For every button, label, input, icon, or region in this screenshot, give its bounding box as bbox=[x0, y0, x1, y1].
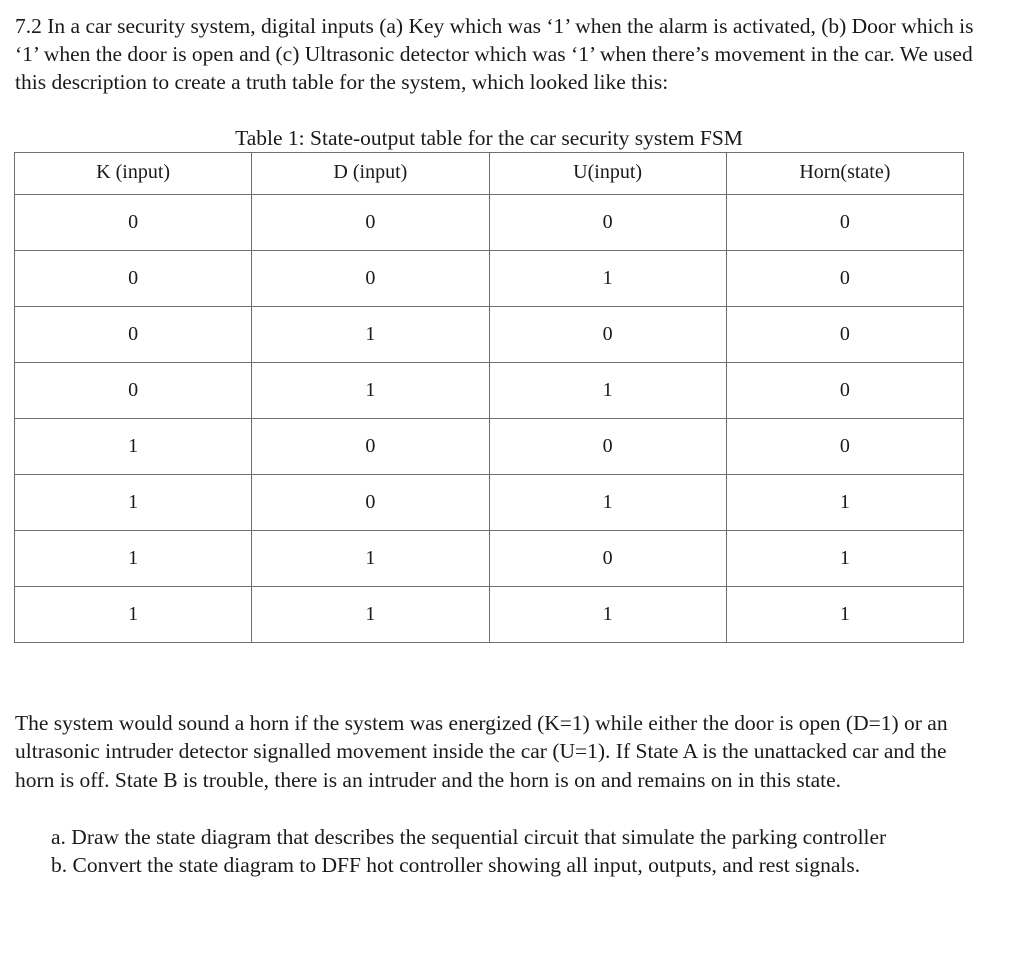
cell-horn: 0 bbox=[726, 251, 963, 307]
cell-d: 0 bbox=[252, 195, 489, 251]
cell-horn: 1 bbox=[726, 475, 963, 531]
table-row bbox=[15, 195, 964, 251]
cell-horn: 0 bbox=[726, 307, 963, 363]
cell-u: 1 bbox=[489, 587, 726, 643]
cell-u: 0 bbox=[489, 195, 726, 251]
table-row bbox=[15, 475, 964, 531]
truth-table bbox=[14, 152, 964, 643]
system-description: The system would sound a horn if the system was energized (K=1) while either the door is open (D=1) or an ultrasonic intruder detector signalled movement inside the car (U=1). If State A is the unattacked car and the horn is off. State B is trouble, there is an intruder and the horn is on and remains on in this state. bbox=[15, 711, 948, 792]
problem-intro: 7.2 In a car security system, digital inputs (a) Key which was ‘1’ when the alarm is activated, (b) Door which is ‘1’ when the door is open and (c) Ultrasonic detector which was ‘1’ when there’s movement in the car. We used this description to create a truth table for the system, which looked like this: bbox=[15, 14, 974, 94]
cell-k: 1 bbox=[15, 475, 252, 531]
cell-horn: 0 bbox=[726, 195, 963, 251]
cell-k: 0 bbox=[15, 363, 252, 419]
header-horn: Horn(state) bbox=[726, 153, 963, 195]
cell-d: 0 bbox=[252, 475, 489, 531]
cell-horn: 0 bbox=[726, 419, 963, 475]
cell-horn: 1 bbox=[726, 531, 963, 587]
table-header-row bbox=[15, 153, 964, 195]
cell-k: 0 bbox=[15, 251, 252, 307]
header-d: D (input) bbox=[252, 153, 489, 195]
cell-u: 1 bbox=[489, 475, 726, 531]
cell-u: 0 bbox=[489, 307, 726, 363]
task-a: a. Draw the state diagram that describes the sequential circuit that simulate the parking controller bbox=[51, 825, 887, 849]
cell-d: 1 bbox=[252, 531, 489, 587]
task-list bbox=[51, 823, 951, 879]
cell-u: 1 bbox=[489, 251, 726, 307]
cell-u: 0 bbox=[489, 531, 726, 587]
table-row bbox=[15, 531, 964, 587]
cell-k: 0 bbox=[15, 307, 252, 363]
table-caption: Table 1: State-output table for the car security system FSM bbox=[235, 126, 743, 150]
cell-d: 0 bbox=[252, 419, 489, 475]
cell-d: 1 bbox=[252, 363, 489, 419]
cell-d: 1 bbox=[252, 587, 489, 643]
cell-k: 1 bbox=[15, 419, 252, 475]
header-u: U(input) bbox=[489, 153, 726, 195]
table-row bbox=[15, 363, 964, 419]
cell-k: 0 bbox=[15, 195, 252, 251]
table-row bbox=[15, 587, 964, 643]
task-b: b. Convert the state diagram to DFF hot controller showing all input, outputs, and rest signals. bbox=[51, 853, 861, 877]
table-row bbox=[15, 307, 964, 363]
header-k: K (input) bbox=[15, 153, 252, 195]
table-row bbox=[15, 419, 964, 475]
cell-k: 1 bbox=[15, 531, 252, 587]
cell-d: 0 bbox=[252, 251, 489, 307]
table-row bbox=[15, 251, 964, 307]
cell-horn: 1 bbox=[726, 587, 963, 643]
cell-horn: 0 bbox=[726, 363, 963, 419]
cell-k: 1 bbox=[15, 587, 252, 643]
cell-d: 1 bbox=[252, 307, 489, 363]
cell-u: 1 bbox=[489, 363, 726, 419]
cell-u: 0 bbox=[489, 419, 726, 475]
